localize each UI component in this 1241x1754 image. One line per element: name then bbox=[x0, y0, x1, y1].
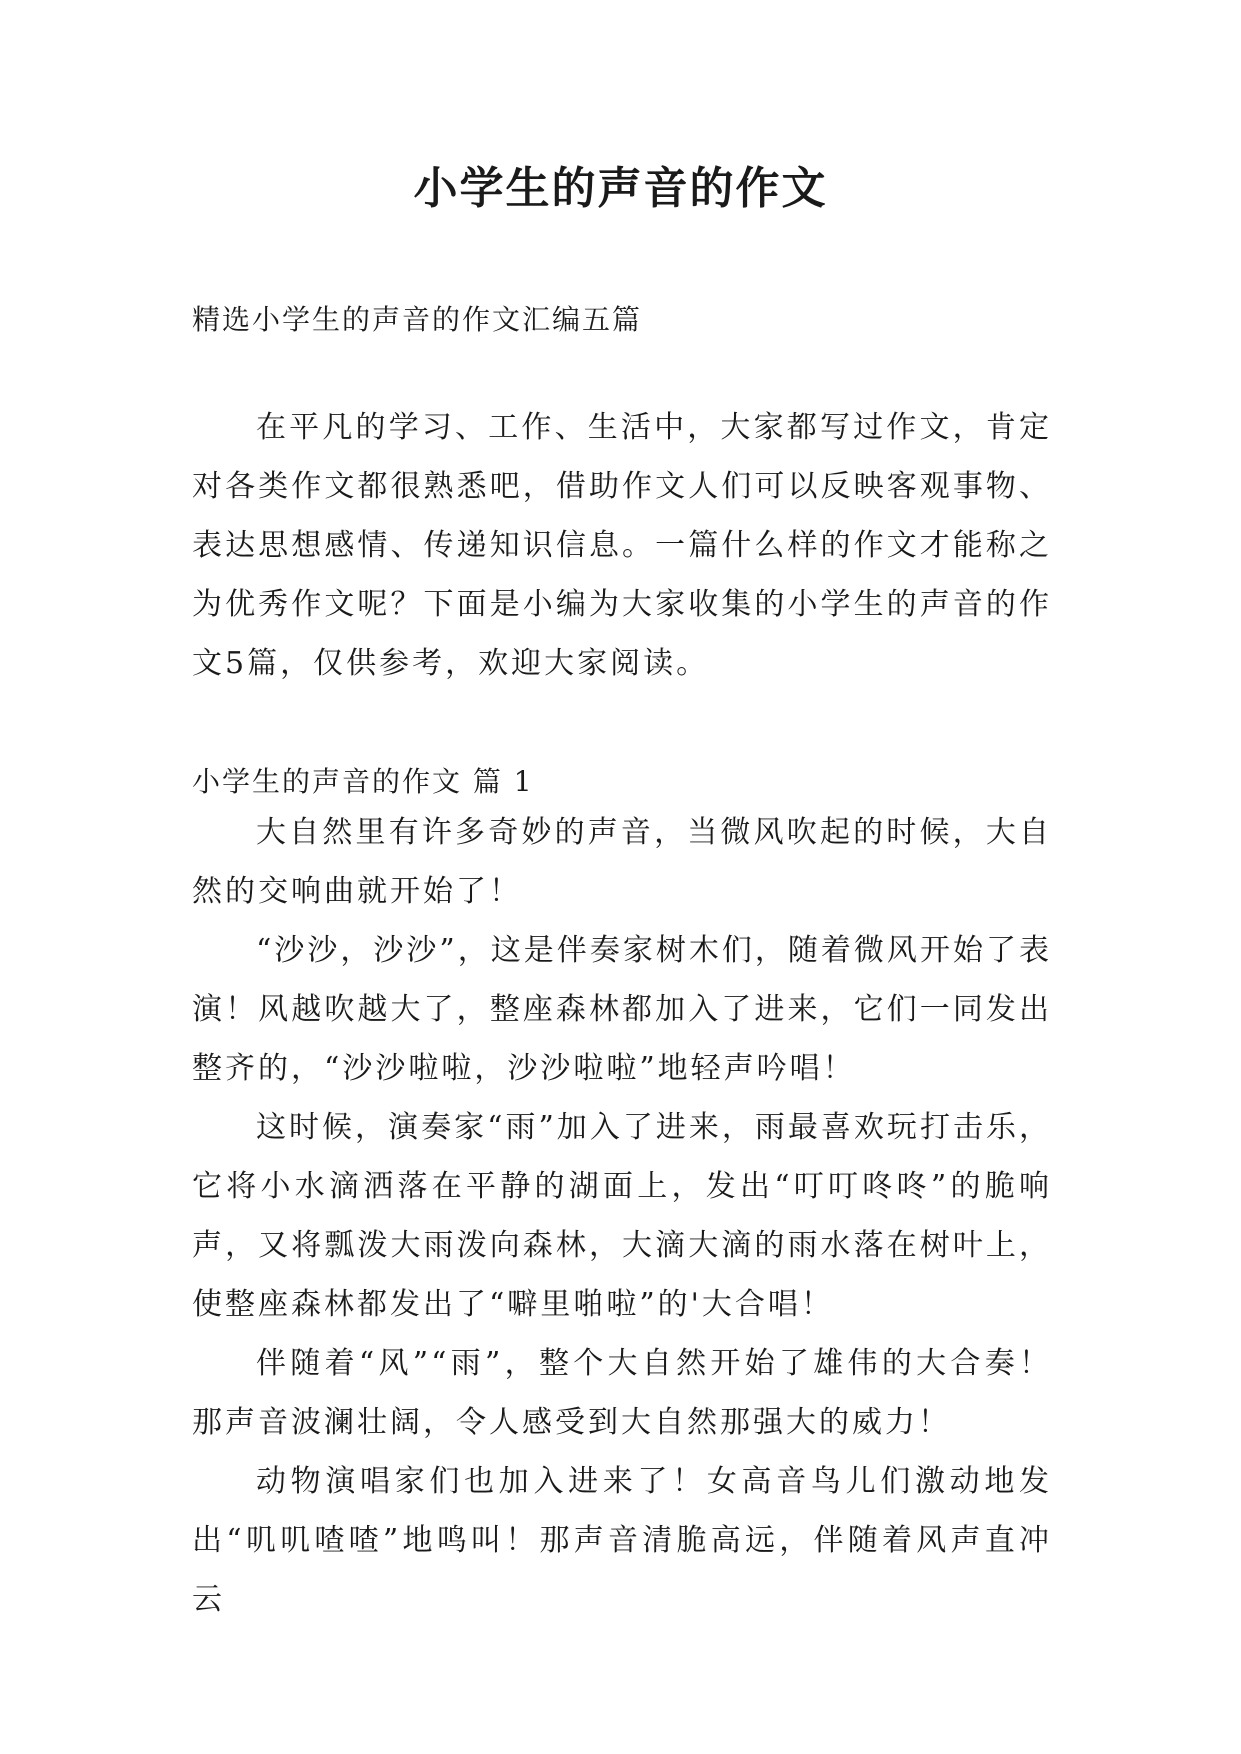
essay-paragraph-1: 大自然里有许多奇妙的声音，当微风吹起的时候，大自然的交响曲就开始了！ bbox=[192, 815, 1052, 909]
essay-paragraph-3: 这时候，演奏家“雨”加入了进来，雨最喜欢玩打击乐，它将小水滴洒落在平静的湖面上，发出“叮叮咚咚”的脆响声，又将瓢泼大雨泼向森林，大滴大滴的雨水落在树叶上，使整座森林都发出了“噼里啪啦”的'大合唱！ bbox=[192, 1110, 1052, 1322]
document-subtitle: 精选小学生的声音的作文汇编五篇 bbox=[192, 303, 643, 336]
intro-paragraph: 在平凡的学习、工作、生活中，大家都写过作文，肯定对各类作文都很熟悉吧，借助作文人们可以反映客观事物、表达思想感情、传递知识信息。一篇什么样的作文才能称之为优秀作文呢？下面是小编为大家收集的小学生的声音的作文5篇，仅供参考，欢迎大家阅读。 bbox=[192, 410, 1052, 681]
essay-paragraph-2: “沙沙，沙沙”，这是伴奏家树木们，随着微风开始了表演！风越吹越大了，整座森林都加入了进来，它们一同发出整齐的，“沙沙啦啦，沙沙啦啦”地轻声吟唱！ bbox=[192, 933, 1052, 1086]
essay-body bbox=[192, 803, 1052, 1629]
essay-paragraph-5: 动物演唱家们也加入进来了！女高音鸟儿们激动地发出“叽叽喳喳”地鸣叫！那声音清脆高远，伴随着风声直冲云 bbox=[192, 1464, 1052, 1617]
section-heading: 小学生的声音的作文 篇 1 bbox=[192, 765, 534, 798]
document-title: 小学生的声音的作文 bbox=[413, 163, 828, 214]
intro-section bbox=[192, 398, 1052, 693]
essay-paragraph-4: 伴随着“风”“雨”，整个大自然开始了雄伟的大合奏！那声音波澜壮阔，令人感受到大自然那强大的威力！ bbox=[192, 1346, 1052, 1440]
